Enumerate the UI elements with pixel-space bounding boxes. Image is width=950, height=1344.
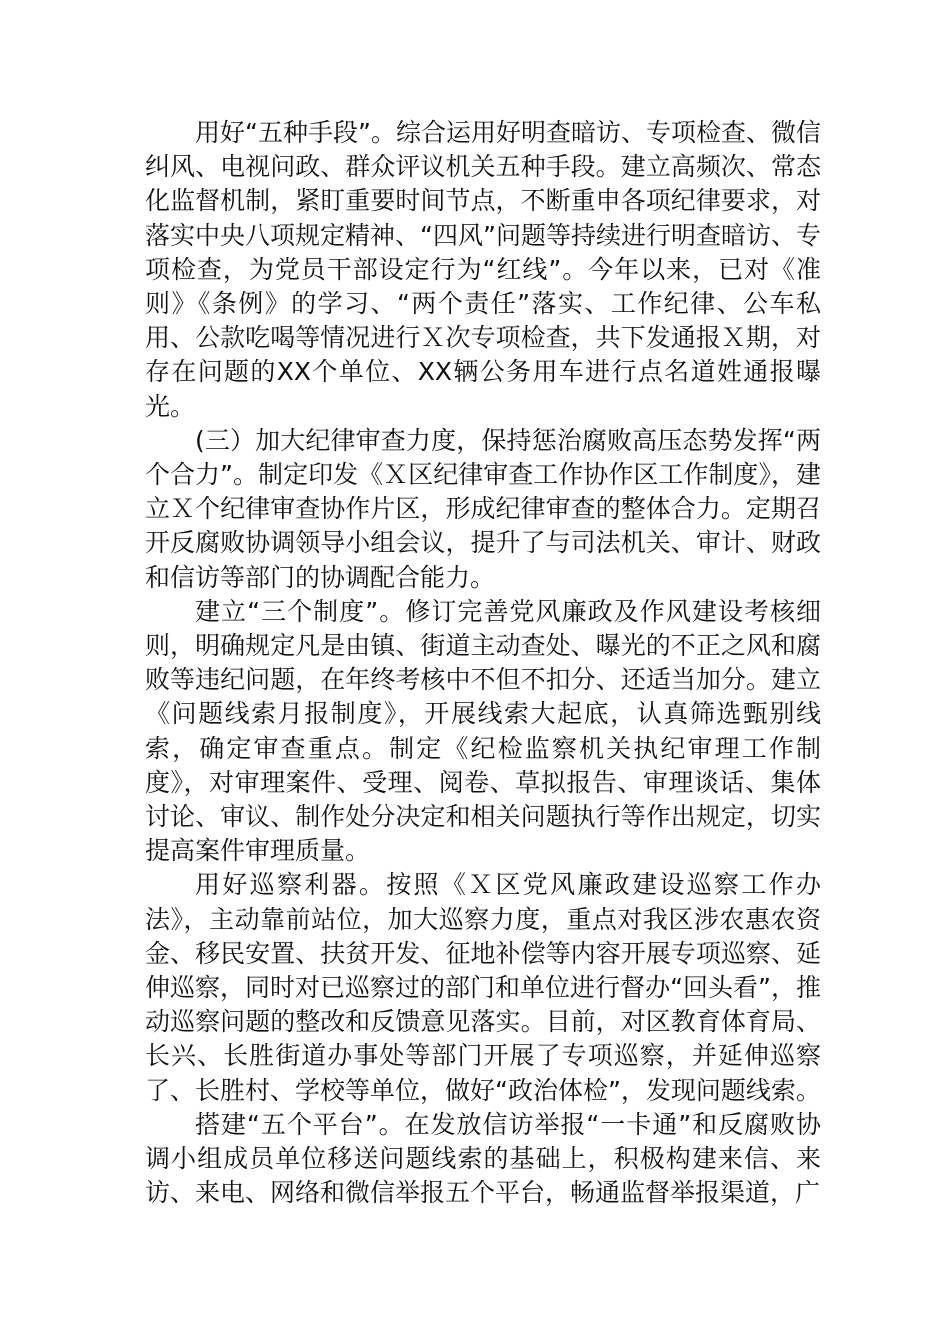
paragraph-inspection: 用好巡察利器。按照《Ｘ区党风廉政建设巡察工作办法》，主动靠前站位，加大巡察力度，重点对我区涉农惠农资金、移民安置、扶贫开发、征地补偿等内容开展专项巡察、延伸巡察，同时对已巡察过的部门和单位进行督办“回头看”，推动巡察问题的整改和反馈意见落实。目前，对区教育体育局、长兴、长胜街道办事处等部门开展了专项巡察，并延伸巡察了、长胜村、学校等单位，做好“政治体检”，发现问题线索。 — [145, 870, 821, 1105]
paragraph-five-platforms: 搭建“五个平台”。在发放信访举报“一卡通”和反腐败协调小组成员单位移送问题线索的基础上，积极构建来信、来访、来电、网络和微信举报五个平台，畅通监督举报渠道，广 — [145, 1109, 821, 1208]
paragraph-three-systems: 建立“三个制度”。修订完善党风廉政及作风建设考核细则，明确规定凡是由镇、街道主动查处、曝光的不正之风和腐败等违纪问题，在年终考核中不但不扣分、还适当加分。建立《问题线索月报制度》，开展线索大起底，认真筛选甄别线索，确定审查重点。制定《纪检监察机关执纪审理工作制度》，对审理案件、受理、阅卷、草拟报告、审理谈话、集体讨论、审议、制作处分决定和相关问题执行等作出规定，切实提高案件审理质量。 — [145, 596, 821, 866]
document-body — [145, 116, 821, 1211]
paragraph-discipline-review: (三）加大纪律审查力度，保持惩治腐败高压态势发挥“两个合力”。制定印发《Ｘ区纪律审查工作协作区工作制度》，建立Ｘ个纪律审查协作片区，形成纪律审查的整体合力。定期召开反腐败协调领导小组会议，提升了与司法机关、审计、财政和信访等部门的协调配合能力。 — [145, 425, 821, 592]
paragraph-five-methods: 用好“五种手段”。综合运用好明查暗访、专项检查、微信纠风、电视问政、群众评议机关五种手段。建立高频次、常态化监督机制，紧盯重要时间节点，不断重申各项纪律要求，对落实中央八项规定精神、“四风”问题等持续进行明查暗访、专项检查，为党员干部设定行为“红线”。今年以来，已对《准则》《条例》的学习、“两个责任”落实、工作纪律、公车私用、公款吃喝等情况进行Ｘ次专项检查，共下发通报Ｘ期，对存在问题的XX个单位、XX辆公务用车进行点名道姓通报曝光。 — [145, 118, 821, 421]
